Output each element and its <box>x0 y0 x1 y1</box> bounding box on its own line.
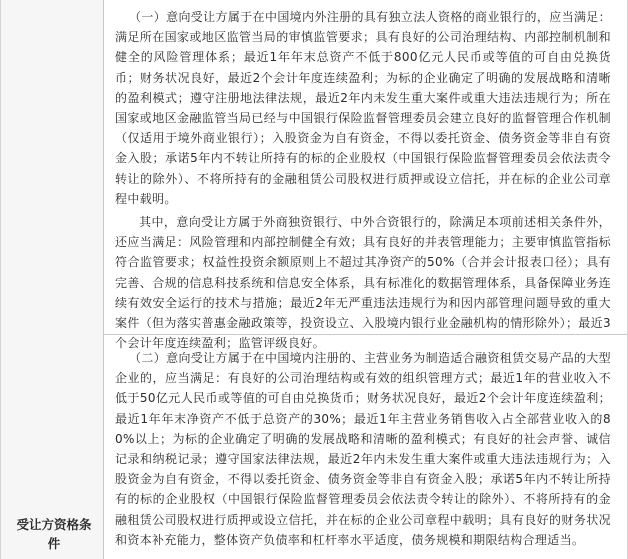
paragraph-commercial-banks <box>115 0 611 209</box>
paragraph-foreign-banks <box>115 212 611 353</box>
content-cell-manufacturers <box>104 336 627 559</box>
paragraph-text: 其中，意向受让方属于外商独资银行、中外合资银行的，除满足本项前述相关条件外，还应当满足：风险管理和内部控制健全有效；具有良好的并表管理能力；主要审慎监管指标符合监管要求；权益性投资余额原则上不超过其净资产的50%（合并会计报表口径）；具有完善、合规的信息科技系统和信息安全体系，具有标准化的数据管理体系，具备保障业务连续有效安全运行的技术与措施；最近2年无严重违法违规行为和因内部管理问题导致的重大案件（但为落实普惠金融政策等，投资设立、入股境内银行业金融机构的情形除外）；最近3个会计年度连续盈利；监管评级良好。 <box>115 215 611 351</box>
paragraph-text: （二）意向受让方属于在中国境内注册的、主营业务为制造适合融资租赁交易产品的大型企业的，应当满足：有良好的公司治理结构或有效的组织管理方式；最近1年的营业收入不低于50亿元人民币或等值的可自由兑换货币；财务状况良好，最近2个会计年度连续盈利；最近1年年末净资产不低于总资产的30%；最近1年主营业务销售收入占全部营业收入的80%以上；为标的企业确定了明确的发展战略和清晰的盈利模式；有良好的社会声誉、诚信记录和纳税记录；遵守国家法律法规，最近2年内未发生重大案件或重大违法违规行为；入股资金为自有资金，不得以委托资金、债务资金等非自有资金入股；承诺5年内不转让所持有的标的企业股权（中国银行保险监督管理委员会依法责令转让的除外）、不将所持有的金融租赁公司股权进行质押或设立信托，并在标的企业公司章程中载明；具有良好的财务状况和资本补充能力，整体资产负债率和杠杆率水平适度，债务规模和期限结构合理适当。 <box>115 351 611 547</box>
row-label-cell <box>0 0 104 559</box>
paragraph-manufacturing-enterprises <box>115 336 611 550</box>
paragraph-text: （一）意向受让方属于在中国境内外注册的具有独立法人资格的商业银行的，应当满足：满足所在国家或地区监管当局的审慎监管要求；具有良好的公司治理结构、内部控制机制和健全的风险管理体系；最近1年年末总资产不低于800亿元人民币或等值的可自由兑换货币；财务状况良好，最近2个会计年度连续盈利；为标的企业确定了明确的发展战略和清晰的盈利模式；遵守注册地法律法规，最近2年内未发生重大案件或重大违法违规行为；所在国家或地区金融监管当局已经与中国银行保险监督管理委员会建立良好的监督管理合作机制（仅适用于境外商业银行）；入股资金为自有资金，不得以委托资金、债务资金等非自有资金入股；承诺5年内不转让所持有的标的企业股权（中国银行保险监督管理委员会依法责令转让的除外）、不将所持有的金融租赁公司股权进行质押或设立信托，并在标的企业公司章程中载明。 <box>115 10 611 206</box>
content-cell-banks <box>104 0 627 351</box>
content-column <box>104 0 628 559</box>
row-label: 受让方资格条件 <box>16 517 92 551</box>
